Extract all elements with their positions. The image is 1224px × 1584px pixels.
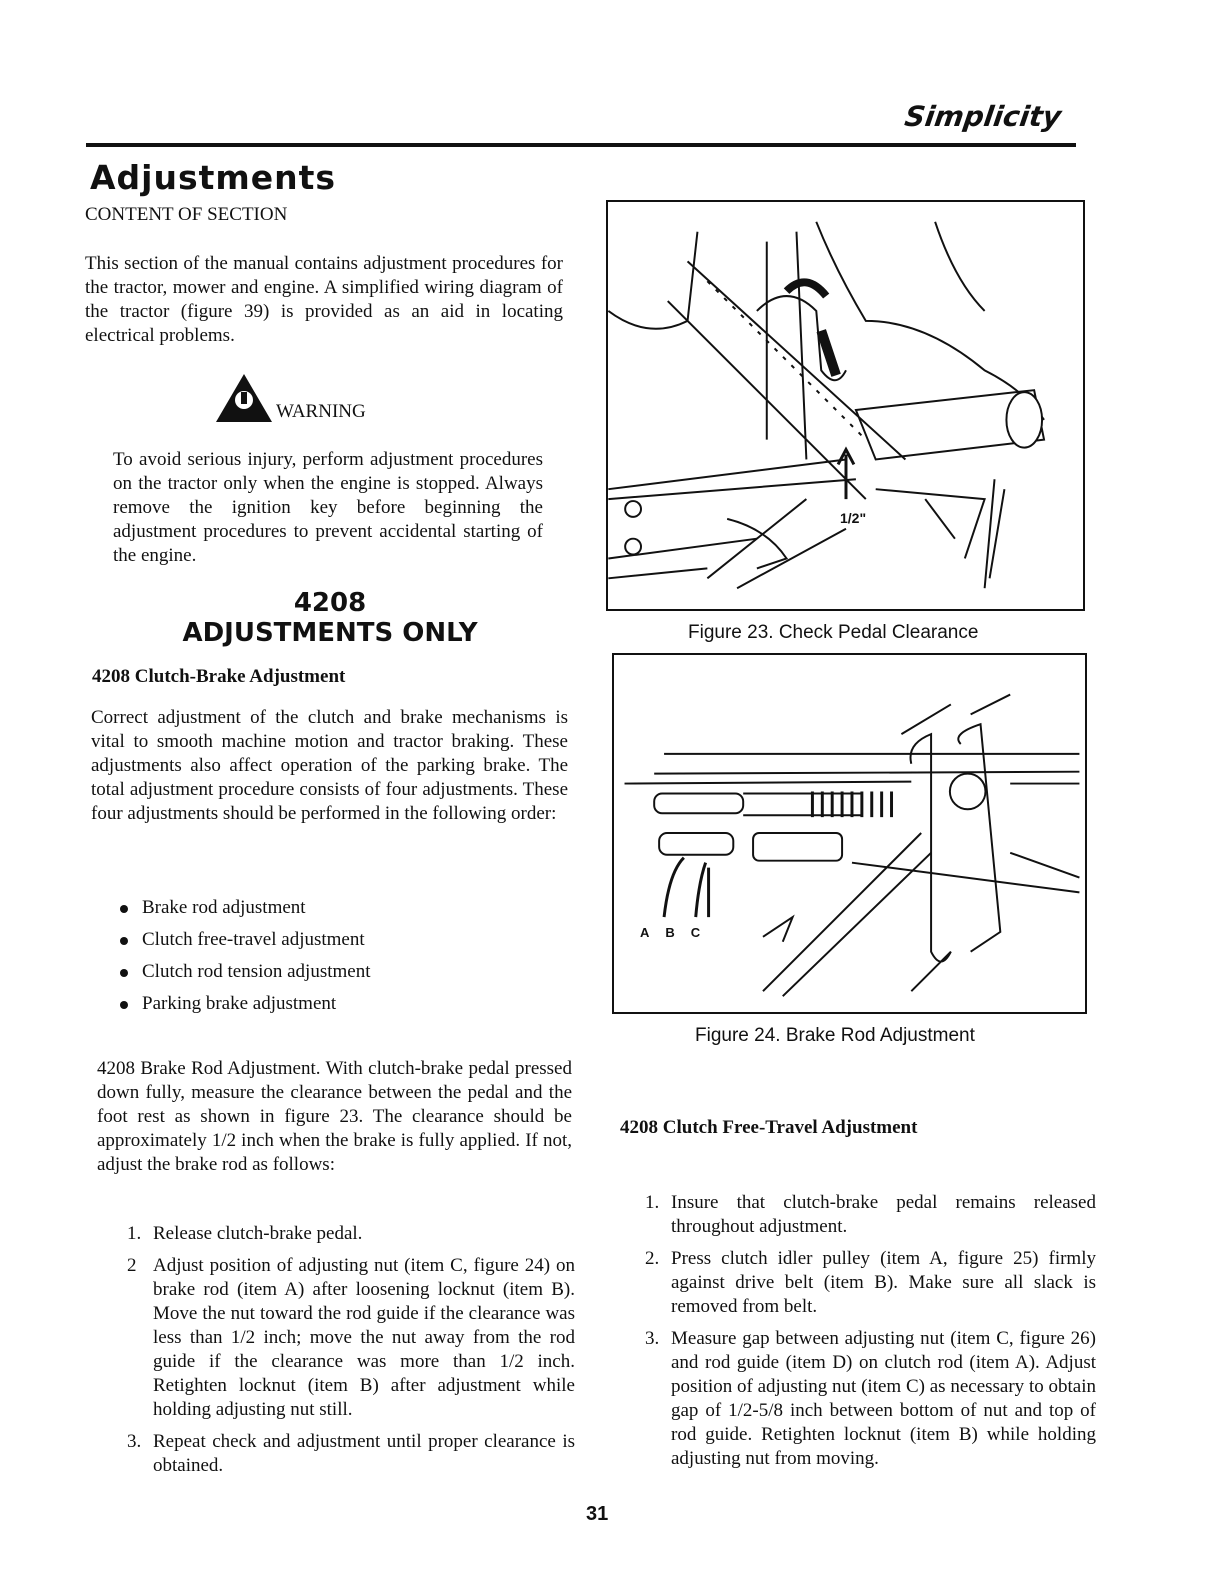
figure-23-illustration [606, 200, 1085, 611]
brake-rod-lead: 4208 Brake Rod Adjustment. [97, 1058, 321, 1079]
warning-label: WARNING [276, 401, 366, 422]
label-a: A [640, 925, 666, 940]
clutch-free-travel-steps [645, 1191, 1096, 1479]
brand-logo: Simplicity [902, 100, 1064, 133]
list-item: Clutch rod tension adjustment [116, 961, 371, 993]
header-rule [86, 143, 1076, 147]
list-item: Parking brake adjustment [116, 993, 371, 1025]
clearance-label: 1/2" [840, 510, 867, 526]
list-item: 3. Repeat check and adjustment until proper clearance is obtained. [127, 1431, 575, 1476]
model-heading [130, 588, 530, 648]
model-number: 4208 [293, 588, 367, 618]
label-c: C [690, 925, 717, 940]
warning-text: To avoid serious injury, perform adjustment procedures on the tractor only when the engine is stopped. Always remove the ignition key before beginning the adjustment procedures to prevent accidental starting of the engine. [113, 449, 543, 566]
figure-23-caption: Figure 23. Check Pedal Clearance [688, 622, 979, 643]
clutch-brake-heading: 4208 Clutch-Brake Adjustment [92, 666, 346, 687]
list-item: 2. Press clutch idler pulley (item A, figure 25) firmly against drive belt (item B). Make sure all slack is removed from belt. [645, 1248, 1096, 1317]
figure-24-illustration [612, 653, 1087, 1014]
list-item: 1. Insure that clutch-brake pedal remains released throughout adjustment. [645, 1192, 1096, 1237]
page-number: 31 [586, 1503, 609, 1525]
brake-rod-steps [127, 1222, 575, 1486]
brake-rod-paragraph [97, 1057, 572, 1177]
list-item: 1. Release clutch-brake pedal. [127, 1223, 363, 1244]
model-subtitle: ADJUSTMENTS ONLY [182, 618, 478, 648]
label-b: B [665, 925, 691, 940]
clutch-brake-text: Correct adjustment of the clutch and brake mechanisms is vital to smooth machine motion and tractor braking. These adjustments also affect operation of the parking brake. The total adjustment procedure consists of four adjustments. These four adjustments should be performed in the following order: [91, 707, 568, 824]
figure-24-caption: Figure 24. Brake Rod Adjustment [695, 1025, 975, 1046]
intro-paragraph: This section of the manual contains adjustment procedures for the tractor, mower and engine. A simplified wiring diagram of the tractor (figure 39) is provided as an aid in locating electrical problems. [85, 253, 563, 346]
clutch-free-travel-heading: 4208 Clutch Free-Travel Adjustment [620, 1117, 918, 1138]
list-item: Clutch free-travel adjustment [116, 929, 371, 961]
adjustment-order-list [116, 897, 371, 1025]
figure-24-labels [640, 925, 716, 940]
list-item: 3. Measure gap between adjusting nut (item C, figure 26) and rod guide (item D) on clutch rod (item A). Adjust position of adjusting nut (item C) as necessary to obtain gap of 1/2-5/8 inch between bottom of nut and top of rod guide. Retighten locknut (item B) while holding adjusting nut from moving. [645, 1328, 1096, 1469]
list-item: Brake rod adjustment [116, 897, 371, 929]
section-title: Adjustments [90, 158, 337, 197]
content-heading: CONTENT OF SECTION [85, 204, 288, 225]
brake-rod-text: With clutch-brake pedal pressed down fully, measure the clearance between the pedal and the foot rest as shown in figure 23. The clearance should be approximately 1/2 inch when the brake is fully applied. If not, adjust the brake rod as follows: [97, 1058, 572, 1175]
warning-triangle-icon [214, 372, 274, 424]
list-item: 2 Adjust position of adjusting nut (item C, figure 24) on brake rod (item A) after loosening locknut (item B). Move the nut toward the rod guide if the clearance was less than 1/2 inch; move the nut away from the rod guide if the clearance was more than 1/2 inch. Retighten locknut (item B) after adjustment while holding adjusting nut still. [127, 1255, 575, 1420]
